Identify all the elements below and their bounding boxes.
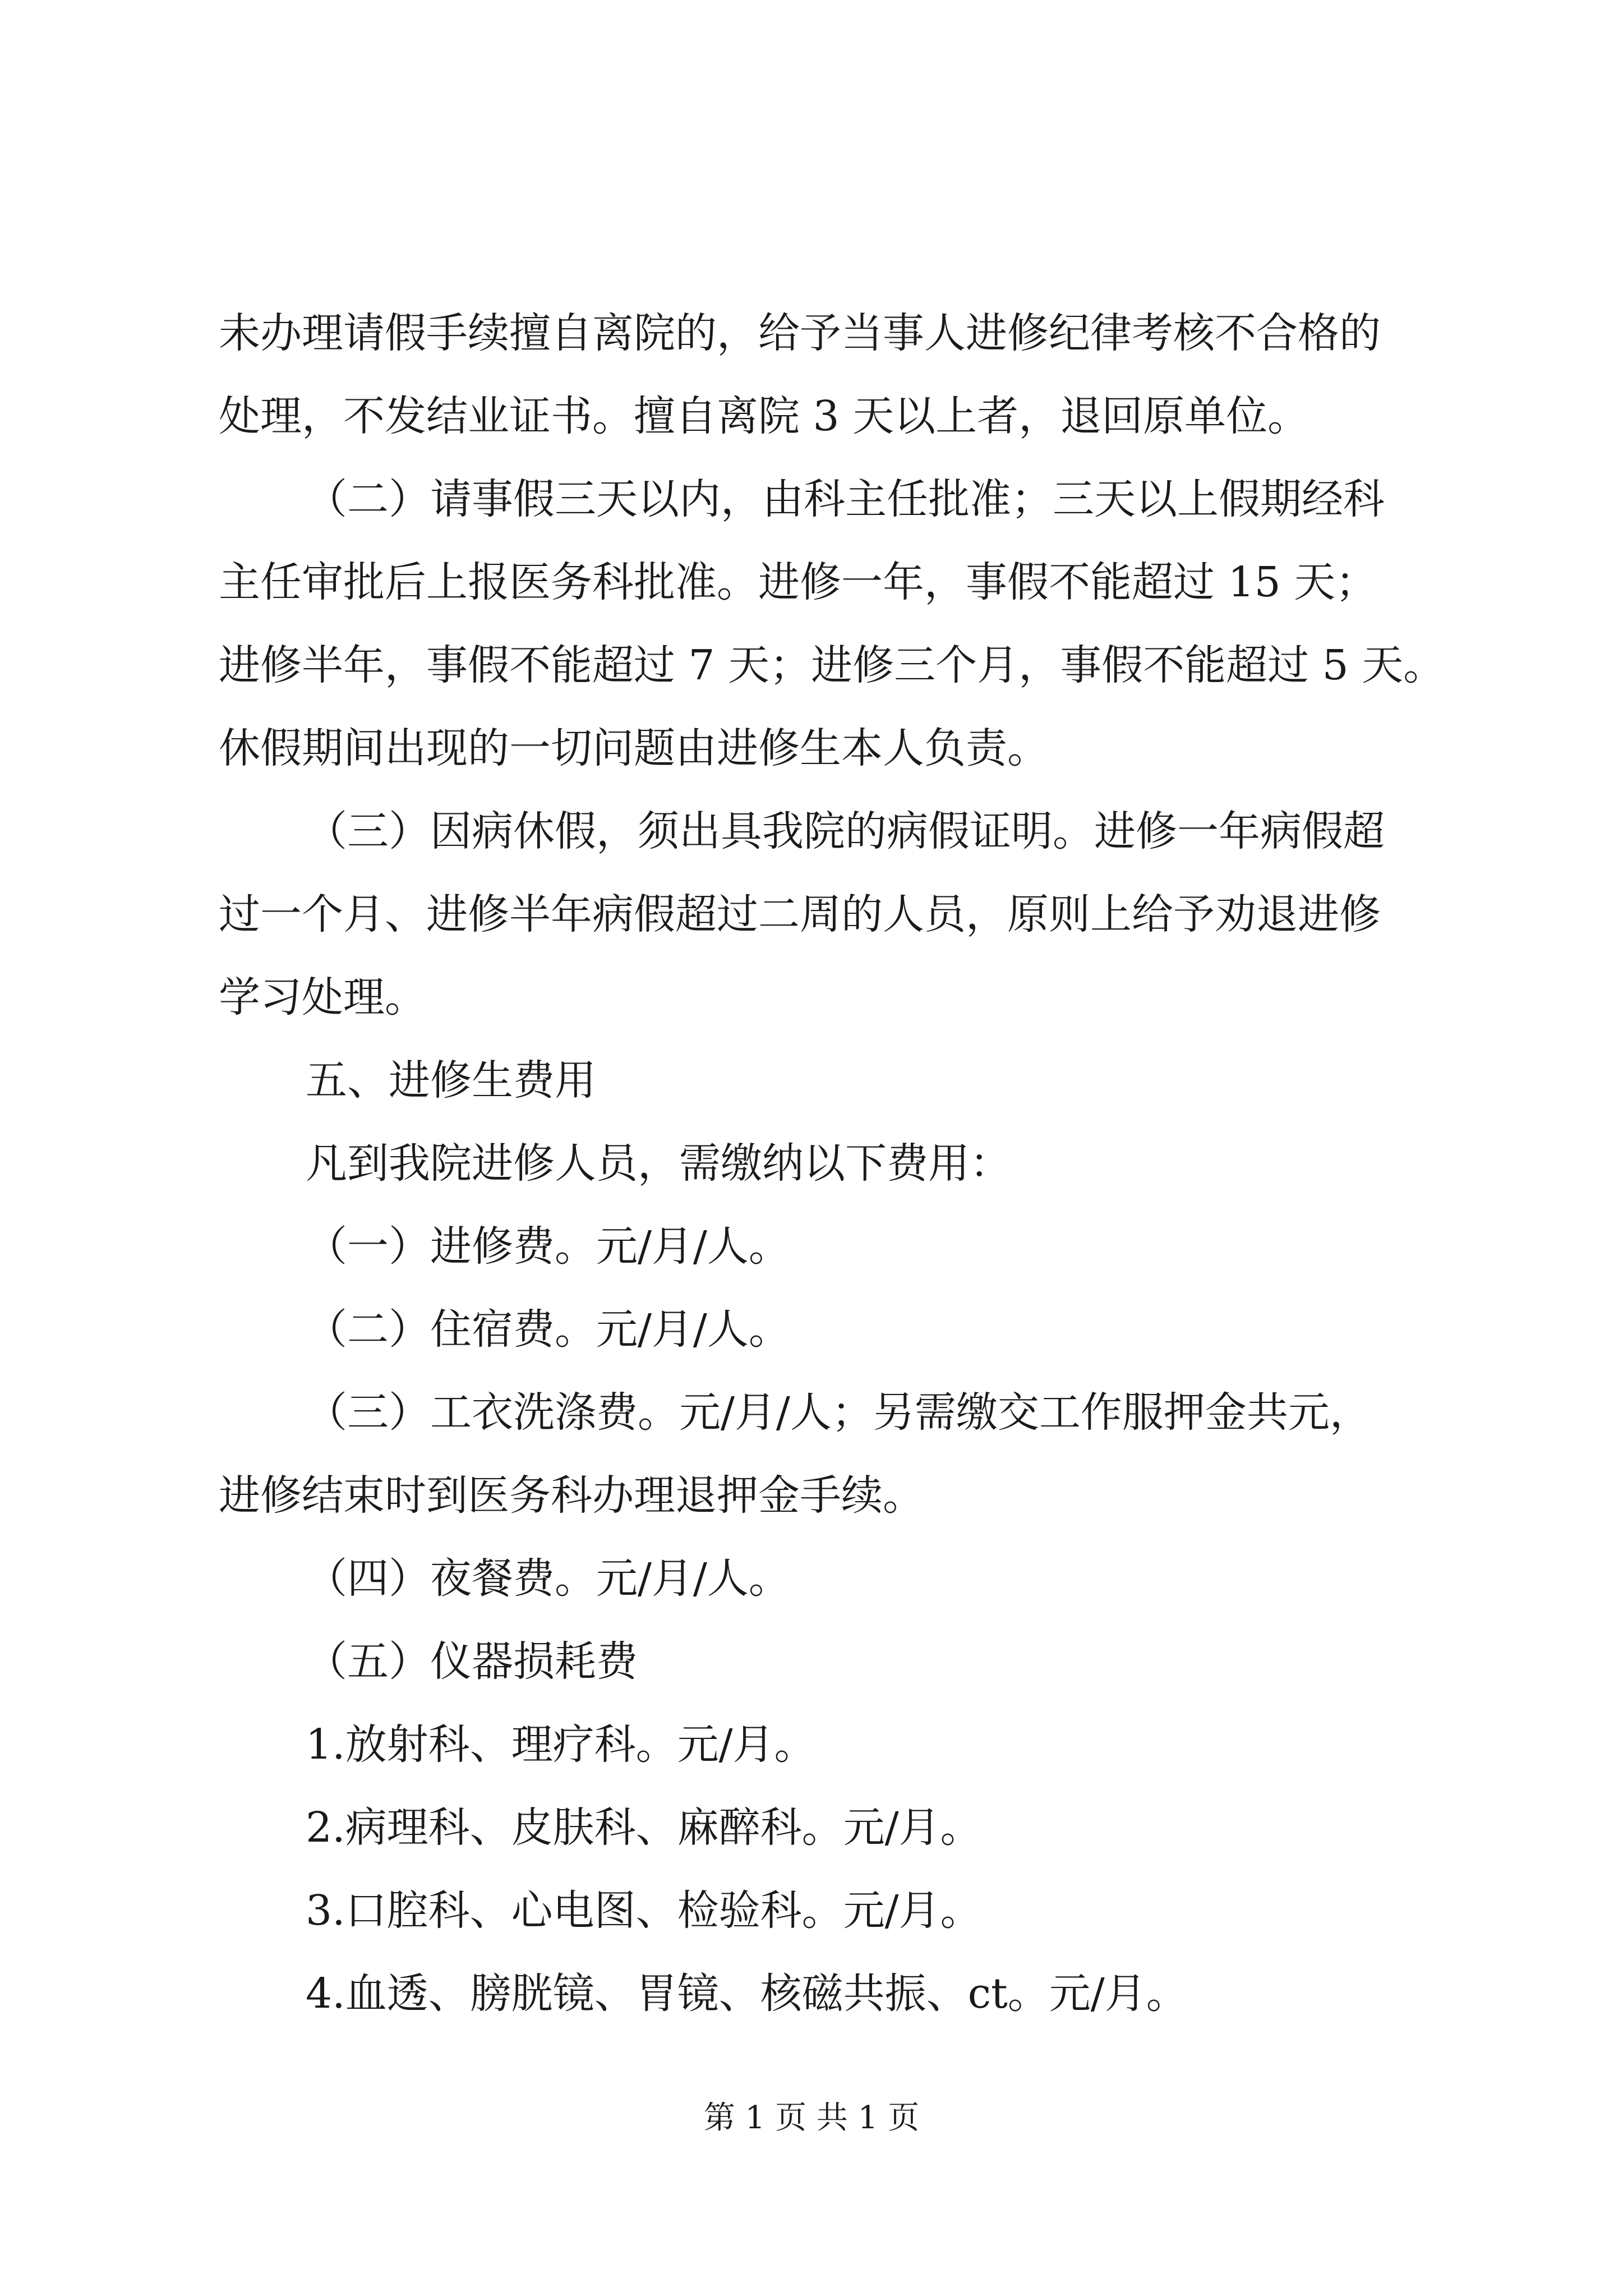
fee-item: （一）进修费。元/月/人。: [306, 1222, 790, 1271]
text-line: 未办理请假手续擅自离院的，给予当事人进修纪律考核不合格的: [219, 309, 1381, 357]
text-line: 进修半年，事假不能超过 7 天；进修三个月，事假不能超过 5 天。: [219, 641, 1445, 689]
fee-item: （二）住宿费。元/月/人。: [306, 1305, 790, 1354]
text-line: 凡到我院进修人员，需缴纳以下费用：: [306, 1139, 1011, 1188]
text-line: （三）因病休假，须出具我院的病假证明。进修一年病假超: [306, 807, 1385, 855]
section-heading: 五、进修生费用: [306, 1056, 596, 1105]
fee-item: （三）工衣洗涤费。元/月/人；另需缴交工作服押金共元，: [306, 1388, 1371, 1437]
fee-item: （五）仪器损耗费: [306, 1637, 638, 1686]
fee-item: （四）夜餐费。元/月/人。: [306, 1554, 790, 1603]
text-line: 休假期间出现的一切问题由进修生本人负责。: [219, 724, 1049, 772]
text-line: 主任审批后上报医务科批准。进修一年，事假不能超过 15 天；: [219, 558, 1377, 606]
sub-item: 4.血透、膀胱镜、胃镜、核磁共振、ct。元/月。: [306, 1970, 1188, 2018]
sub-item: 3.口腔科、心电图、检验科。元/月。: [306, 1887, 982, 1935]
text-line: 进修结束时到医务科办理退押金手续。: [219, 1471, 924, 1520]
page-footer: 第 1 页 共 1 页: [703, 2100, 920, 2136]
text-line: 学习处理。: [219, 973, 426, 1022]
text-line: 处理，不发结业证书。擅自离院 3 天以上者，退回原单位。: [219, 392, 1310, 440]
sub-item: 2.病理科、皮肤科、麻醉科。元/月。: [306, 1803, 982, 1852]
text-line: 过一个月、进修半年病假超过二周的人员，原则上给予劝退进修: [219, 890, 1381, 938]
sub-item: 1.放射科、理疗科。元/月。: [306, 1720, 816, 1769]
text-line: （二）请事假三天以内，由科主任批准；三天以上假期经科: [306, 475, 1385, 523]
